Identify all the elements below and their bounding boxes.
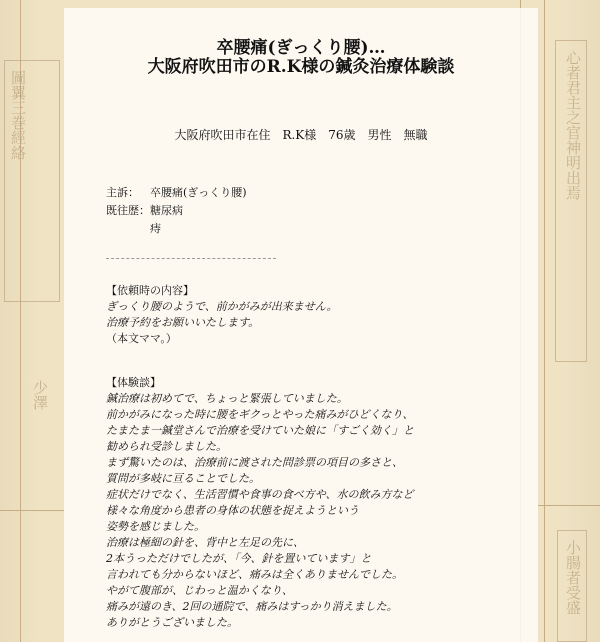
request-heading: 【依頼時の内容】 xyxy=(106,284,194,297)
experience-line: 前かがみになった時に腰をギクっとやった痛みがひどくなり、 xyxy=(106,408,414,421)
history-item: 糖尿病 xyxy=(150,204,183,217)
experience-line: たまたま一鍼堂さんで治療を受けていた娘に「すごく効く」と xyxy=(106,424,414,437)
experience-line: 姿勢を感じました。 xyxy=(106,520,205,533)
section-divider xyxy=(106,258,276,259)
background-glyphs: 小腸者受盛 xyxy=(564,540,582,615)
experience-line: 鍼治療は初めてで、ちょっと緊張していました。 xyxy=(106,392,348,405)
request-line: ぎっくり腰のようで、前かがみが出来ません。 xyxy=(106,300,338,313)
chief-complaint-label: 主訴： xyxy=(106,186,139,199)
experience-line: 痛みが遠のき、2回の通院で、痛みはすっかり消えました。 xyxy=(106,600,398,613)
patient-info: 大阪府吹田市在住 R.K様 76歳 男性 無職 xyxy=(174,128,428,142)
background-rule xyxy=(0,510,64,511)
experience-line: 2本うっただけでしたが、「今、針を置いています」と xyxy=(106,552,372,565)
background-glyphs: 心者君主之官神明出焉 xyxy=(564,50,582,200)
experience-line: 様々な角度から患者の身体の状態を捉えようという xyxy=(106,504,359,517)
background-rule xyxy=(538,505,600,506)
history-item: 痔 xyxy=(150,222,161,235)
background-glyphs: 圖翼三巻經絡 xyxy=(9,70,27,160)
background-rule xyxy=(544,0,545,642)
chief-complaint-value: 卒腰痛(ぎっくり腰) xyxy=(150,186,247,199)
request-line: 治療予約をお願いいたします。 xyxy=(106,316,260,329)
experience-line: ありがとうございました。 xyxy=(106,616,238,629)
title-line-1: 卒腰痛(ぎっくり腰)… xyxy=(216,38,386,58)
experience-line: まず驚いたのは、治療前に渡された問診票の項目の多さと、 xyxy=(106,456,403,469)
experience-line: 勧められ受診しました。 xyxy=(106,440,227,453)
request-line: （本文ママ。） xyxy=(106,332,177,345)
background-glyphs: 少澤 xyxy=(31,380,49,410)
experience-line: 質問が多岐に亘ることでした。 xyxy=(106,472,260,485)
experience-line: 言われても分からないほど、痛みは全くありませんでした。 xyxy=(106,568,403,581)
title-line-2: 大阪府吹田市のR.K様の鍼灸治療体験談 xyxy=(147,57,455,77)
experience-line: やがて腹部が、じわっと温かくなり、 xyxy=(106,584,293,597)
history-label: 既往歴： xyxy=(106,204,150,217)
experience-line: 治療は極細の針を、背中と左足の先に、 xyxy=(106,536,304,549)
experience-heading: 【体験談】 xyxy=(106,376,161,389)
experience-line: 症状だけでなく、生活習慣や食事の食べ方や、水の飲み方など xyxy=(106,488,414,501)
